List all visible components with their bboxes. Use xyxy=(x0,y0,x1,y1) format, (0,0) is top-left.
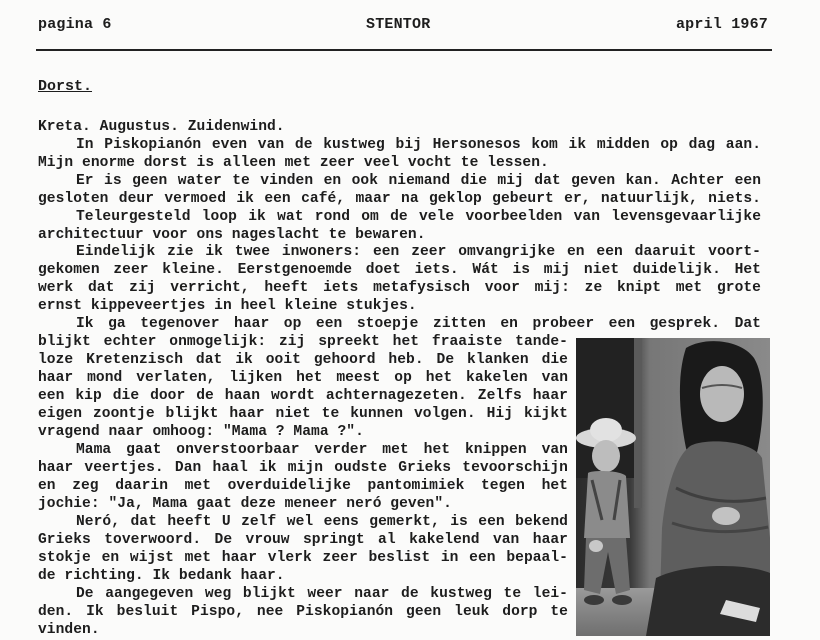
text-line: Teleurgesteld loop ik wat rond om de vele voorbeelden van levensgevaarlijke xyxy=(76,209,761,225)
text-line: Mama gaat onverstoorbaar verder met het knippen van xyxy=(76,442,568,458)
text-line: Grieks toverwoord. De vrouw springt al kakelend van haar xyxy=(38,532,568,548)
text-line: Kreta. Augustus. Zuidenwind. xyxy=(38,119,285,135)
text-line: ernst kippeveertjes in heel kleine stukjes. xyxy=(38,298,417,314)
text-line: den. Ik besluit Pispo, nee Piskopianón geen leuk dorp te xyxy=(38,604,568,620)
text-line: gesloten deur vermoed ik een café, maar na geklop gebeurt er, natuurlijk, niets. xyxy=(38,191,761,207)
woman-and-child-photo xyxy=(576,338,770,636)
text-line: blijkt echter onmogelijk: zij spreekt het fraaiste tande- xyxy=(38,334,568,350)
text-line: architectuur voor ons nageslacht te bewaren. xyxy=(38,227,426,243)
text-line: Mijn enorme dorst is alleen met zeer veel vocht te lessen. xyxy=(38,155,549,171)
text-line: loze Kretenzisch dat ik ooit gehoord heb. De klanken die xyxy=(38,352,568,368)
text-line: vragend naar omhoog: "Mama ? Mama ?". xyxy=(38,424,364,440)
text-line: eigen zoontje blijkt haar niet te kunnen volgen. Hij kijkt xyxy=(38,406,568,422)
text-line: vinden. xyxy=(38,622,100,638)
text-line: jochie: "Ja, Mama gaat deze meneer neró geven". xyxy=(38,496,452,512)
text-line: en zeg daarin met overduidelijke pantomimiek tegen het xyxy=(38,478,568,494)
publication-title: STENTOR xyxy=(366,16,431,33)
article-title: Dorst. xyxy=(38,78,93,95)
text-line: Neró, dat heeft U zelf wel eens gemerkt, is een bekend xyxy=(76,514,568,530)
text-line: haar veertjes. Dan haal ik mijn oudste Grieks tevoorschijn xyxy=(38,460,568,476)
page-number: pagina 6 xyxy=(38,16,112,33)
text-line: gekomen zeer kleine. Eerstgenoemde doet iets. Wát is mij niet duidelijk. Het xyxy=(38,262,761,278)
text-line: werk dat zij verricht, heeft iets metafysisch voor mij: ze knipt met grote xyxy=(38,280,761,296)
text-line: Eindelijk zie ik twee inwoners: een zeer omvangrijke en een daaruit voort- xyxy=(76,244,761,260)
text-line: Er is geen water te vinden en ook niemand die mij dat geven kan. Achter een xyxy=(76,173,761,189)
text-line: haar mond verlaten, lijken het meest op het kakelen van xyxy=(38,370,568,386)
text-line: stokje en wijst met haar vlerk zeer beslist in een bepaal- xyxy=(38,550,568,566)
text-line: In Piskopianón even van de kustweg bij Hersonesos kom ik midden op dag aan. xyxy=(76,137,761,153)
text-line: De aangegeven weg blijkt weer naar de kustweg te lei- xyxy=(76,586,568,602)
issue-date: april 1967 xyxy=(675,16,768,33)
text-line: een kip die door de haan wordt achternagezeten. Zelfs haar xyxy=(38,388,568,404)
text-line: Ik ga tegenover haar op een stoepje zitten en probeer een gesprek. Dat xyxy=(76,316,761,332)
text-line: de richting. Ik bedank haar. xyxy=(38,568,285,584)
header-rule xyxy=(36,49,772,51)
